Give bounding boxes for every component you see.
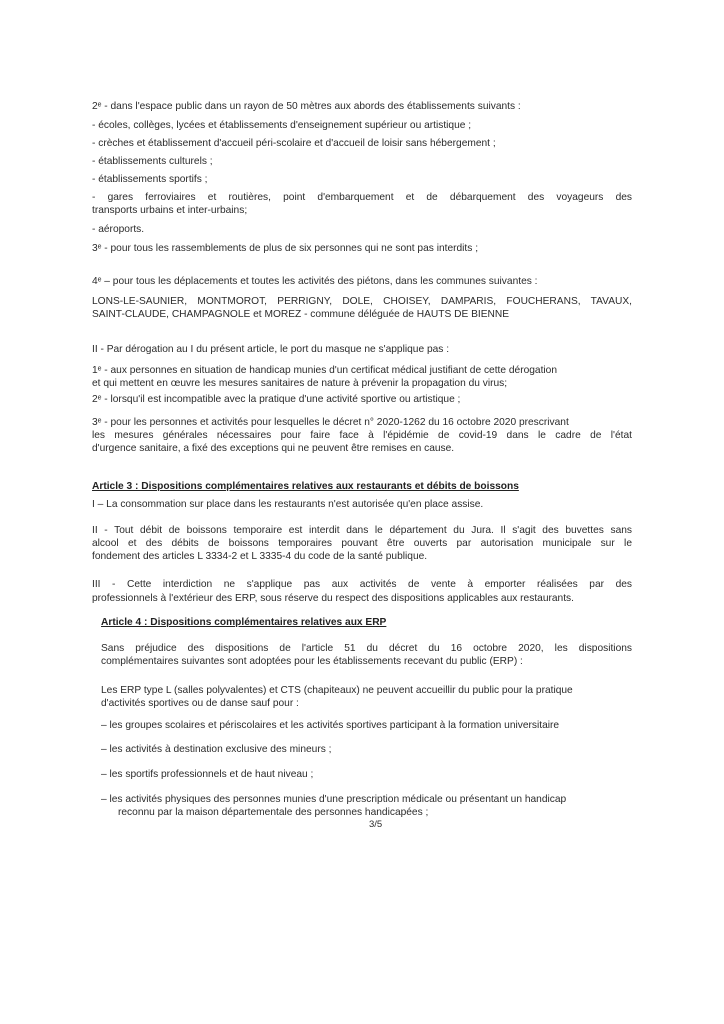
text-line: Les ERP type L (salles polyvalentes) et CTS (chapiteaux) ne peuvent accueillir du public pour la pratique [101,685,573,696]
text-line: I – La consommation sur place dans les restaurants n'est autorisée qu'en place assise. [92,499,484,510]
text-line: Sans préjudice des dispositions de l'article 51 du décret du 16 octobre 2020, les dispositions [101,643,632,654]
article-4-heading: Article 4 : Dispositions complémentaires relatives aux ERP [101,617,387,628]
text-line: - aéroports. [92,224,145,235]
text-line: d'urgence sanitaire, a fixé des exceptions qui ne peuvent être remises en cause. [92,443,455,454]
text-line: 4ᵉ – pour tous les déplacements et toutes les activités des piétons, dans les communes suivantes : [92,276,538,287]
text-line: – les groupes scolaires et périscolaires et les activités sportives participant à la formation universitaire [101,720,560,731]
text-line: professionnels à l'extérieur des ERP, sous réserve du respect des dispositions applicables aux restaurants. [92,593,574,604]
text-line: - gares ferroviaires et routières, point d'embarquement et de débarquement des voyageurs des [92,192,632,203]
text-line: 2ᵉ - lorsqu'il est incompatible avec la pratique d'une activité sportive ou artistique ; [92,394,461,405]
text-line: SAINT-CLAUDE, CHAMPAGNOLE et MOREZ - commune déléguée de HAUTS DE BIENNE [92,309,510,320]
text-line: 2ᵉ - dans l'espace public dans un rayon de 50 mètres aux abords des établissements suivants : [92,101,521,112]
text-line: 1ᵉ - aux personnes en situation de handicap munies d'un certificat médical justifiant de cette dérogation [92,365,558,376]
text-line: complémentaires suivantes sont adoptées pour les établissements recevant du public (ERP) : [101,656,523,667]
text-line: reconnu par la maison départementale des personnes handicapées ; [118,807,429,818]
text-line: et qui mettent en œuvre les mesures sanitaires de nature à prévenir la propagation du virus; [92,378,508,389]
text-line: - établissements sportifs ; [92,174,208,185]
text-line: – les sportifs professionnels et de haut niveau ; [101,769,314,780]
text-line: 3ᵉ - pour tous les rassemblements de plus de six personnes qui ne sont pas interdits ; [92,243,479,254]
text-line: II - Par dérogation au I du présent article, le port du masque ne s'applique pas : [92,344,450,355]
article-3-heading: Article 3 : Dispositions complémentaires relatives aux restaurants et débits de boissons [92,481,519,492]
text-line: – les activités à destination exclusive des mineurs ; [101,744,332,755]
text-line: II - Tout débit de boissons temporaire est interdit dans le département du Jura. Il s'agit des buvettes sans [92,525,632,536]
text-line: III - Cette interdiction ne s'applique pas aux activités de vente à emporter réalisées par des [92,579,632,590]
text-line: – les activités physiques des personnes munies d'une prescription médicale ou présentant un handicap [101,794,567,805]
text-line: transports urbains et inter-urbains; [92,205,248,216]
text-line: - établissements culturels ; [92,156,213,167]
page-number: 3/5 [369,819,383,830]
text-line: d'activités sportives ou de danse sauf pour : [101,698,299,709]
text-line: 3ᵉ - pour les personnes et activités pour lesquelles le décret n° 2020-1262 du 16 octobre 2020 prescrivant [92,417,569,428]
text-line: alcool et des débits de boissons temporaires pouvant être ouverts par autorisation municipale sur le [92,538,632,549]
text-line: - écoles, collèges, lycées et établissements d'enseignement supérieur ou artistique ; [92,120,472,131]
text-line: les mesures générales nécessaires pour faire face à l'épidémie de covid-19 dans le cadre de l'état [92,430,632,441]
text-line: LONS-LE-SAUNIER, MONTMOROT, PERRIGNY, DOLE, CHOISEY, DAMPARIS, FOUCHERANS, TAVAUX, [92,296,632,307]
text-line: - crèches et établissement d'accueil péri-scolaire et d'accueil de loisir sans hébergement ; [92,138,496,149]
text-line: fondement des articles L 3334-2 et L 3335-4 du code de la santé publique. [92,551,428,562]
